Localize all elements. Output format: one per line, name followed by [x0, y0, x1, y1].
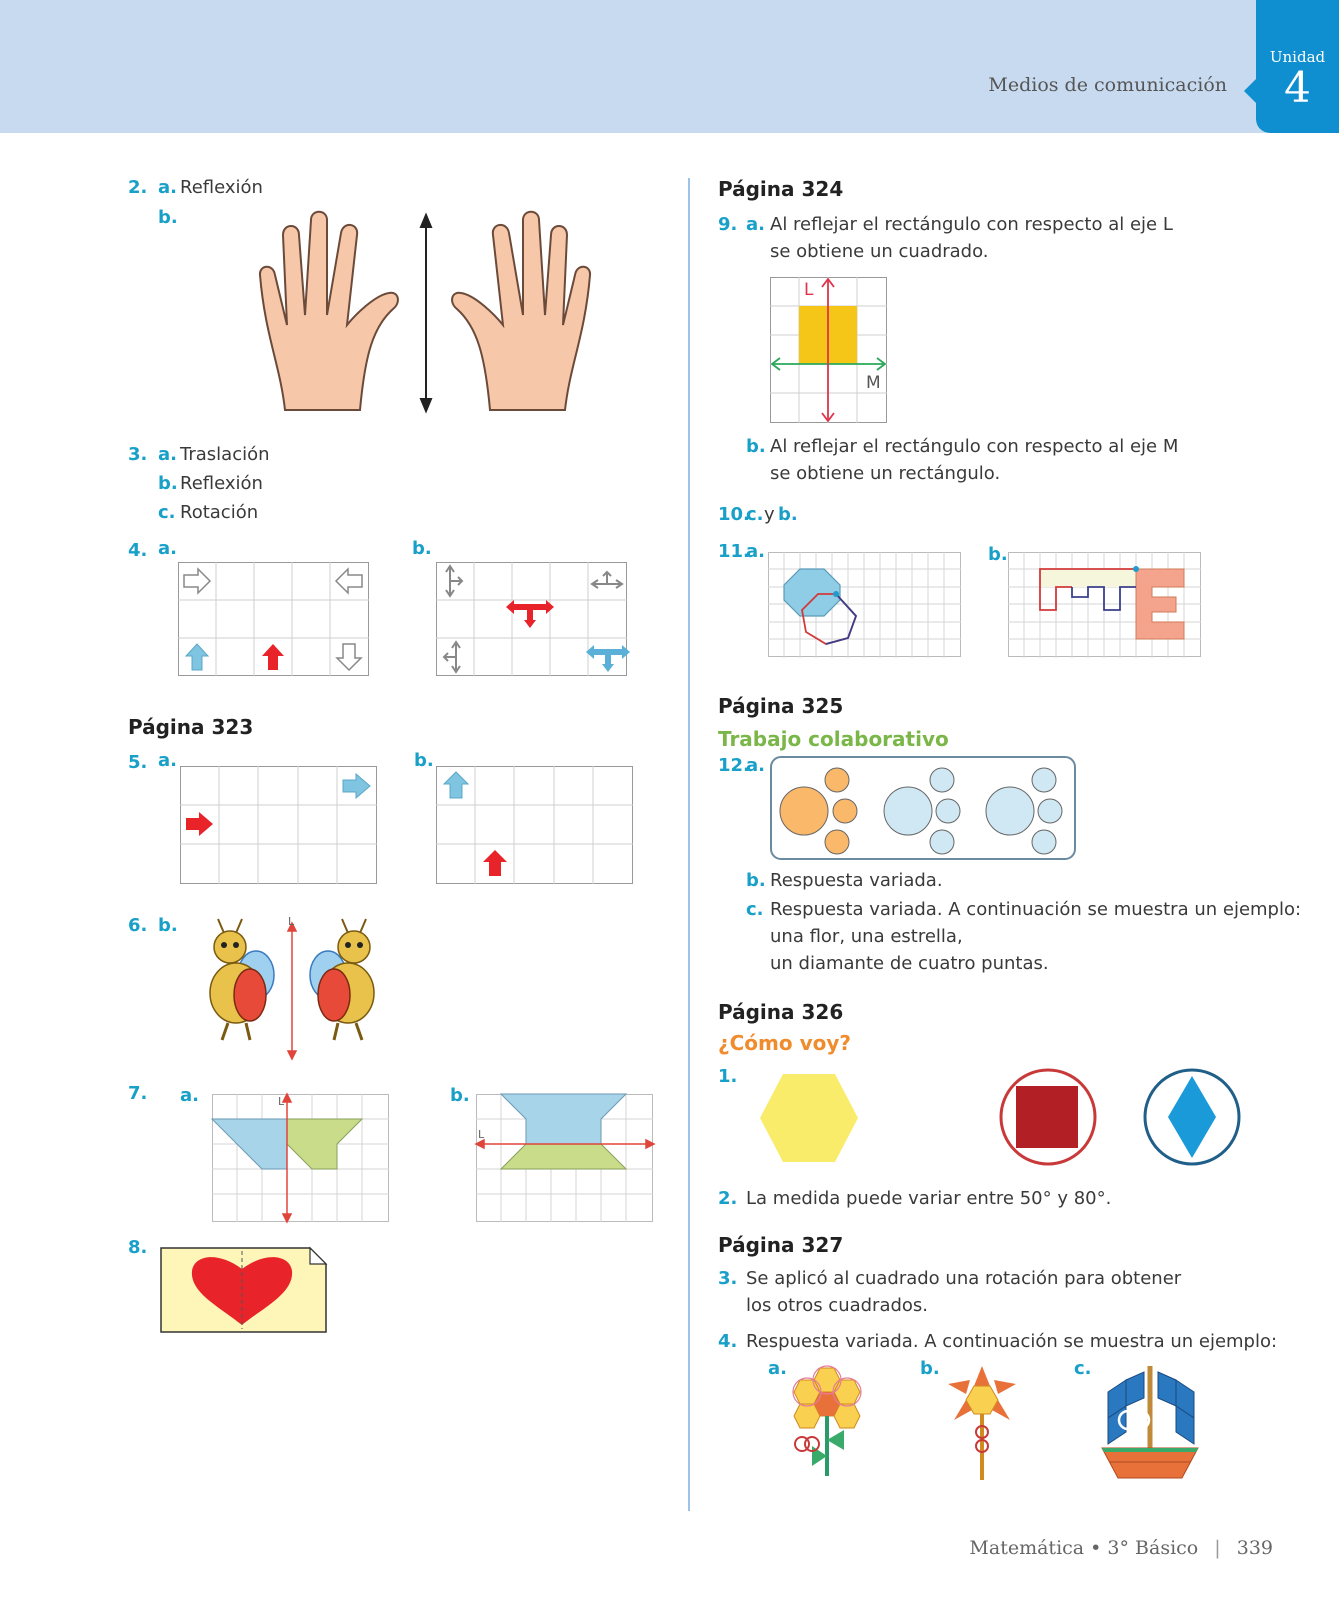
- arrow-right-red-icon: [186, 812, 213, 836]
- q4-b-label: b.: [412, 538, 432, 559]
- q9-b-line2: se obtiene un rectángulo.: [770, 463, 1001, 484]
- bugs-reflection-illustration: [188, 915, 398, 1065]
- q12-c-label: c.: [746, 899, 764, 920]
- unit-number: 4: [1284, 63, 1311, 112]
- q7a-axis-label: L: [278, 1095, 285, 1108]
- q6-b-label: b.: [158, 915, 178, 936]
- q7-number: 7.: [128, 1083, 148, 1104]
- q12-c-line1: Respuesta variada. A continuación se muestra un ejemplo:: [770, 899, 1302, 920]
- q12-c-line2: una flor, una estrella,: [770, 926, 963, 947]
- tee-arrow-outline-icon-2: [592, 572, 622, 588]
- q10-b-label: b.: [778, 504, 798, 525]
- q8-number: 8.: [128, 1237, 148, 1258]
- left-hand-icon: [260, 212, 398, 410]
- tee-arrow-outline-icon-3: [444, 642, 460, 672]
- q3-a-label: a.: [158, 444, 177, 465]
- q6-axis-label: L: [288, 915, 295, 928]
- q5-b-label: b.: [414, 750, 434, 771]
- q3-b-label: b.: [158, 473, 178, 494]
- tee-arrow-outline-icon: [446, 566, 462, 596]
- footer-separator: |: [1214, 1537, 1221, 1559]
- q11a-grid: [768, 552, 962, 658]
- arrow-up-blue-icon: [444, 772, 468, 798]
- page325-heading: Página 325: [718, 694, 844, 718]
- q11b-grid: [1008, 552, 1202, 658]
- q12-a-label: a.: [746, 755, 765, 776]
- page-number: 339: [1236, 1537, 1273, 1559]
- trabajo-colaborativo-heading: Trabajo colaborativo: [718, 727, 949, 751]
- q12-b-text: Respuesta variada.: [770, 870, 943, 891]
- r4-number: 4.: [718, 1331, 738, 1352]
- arrow-left-outline-icon: [336, 569, 362, 593]
- page323-heading: Página 323: [128, 715, 254, 739]
- q9-grid: [770, 277, 888, 425]
- r1-shapes: [758, 1068, 1242, 1170]
- hexagon-yellow: [760, 1074, 858, 1162]
- q4b-grid: [436, 562, 628, 676]
- q9-number: 9.: [718, 214, 738, 235]
- q5b-grid: [436, 766, 634, 884]
- column-divider: [688, 178, 690, 1511]
- r4-text: Respuesta variada. A continuación se muestra un ejemplo:: [746, 1331, 1278, 1352]
- arrow-down-outline-icon: [337, 644, 361, 670]
- q11-number: 11.: [718, 541, 750, 562]
- folded-heart-illustration: [160, 1247, 328, 1333]
- octagon-blue: [784, 569, 840, 616]
- r1-number: 1.: [718, 1066, 738, 1087]
- bug-left-icon: [210, 919, 274, 1040]
- r4-b-label: b.: [920, 1358, 940, 1379]
- r2-number: 2.: [718, 1188, 738, 1209]
- arrow-up-red-icon: [483, 850, 507, 876]
- r3-line1: Se aplicó al cuadrado una rotación para obtener: [746, 1268, 1182, 1289]
- q5-number: 5.: [128, 752, 148, 773]
- pattern-flower-illustration: [790, 1360, 890, 1480]
- bug-right-icon: [310, 919, 374, 1040]
- q7a-grid: [212, 1094, 390, 1222]
- q11-a-label: a.: [746, 541, 765, 562]
- q12-b-label: b.: [746, 870, 766, 891]
- q12-number: 12.: [718, 755, 750, 776]
- r4-c-label: c.: [1074, 1358, 1092, 1379]
- chapter-title: Medios de comunicación: [988, 74, 1227, 96]
- arrow-right-outline-icon: [184, 569, 210, 593]
- q2-b-label: b.: [158, 207, 178, 228]
- q12a-circles-box: [770, 756, 1076, 860]
- footer: [969, 1537, 1273, 1559]
- q9-axis-l-label: L: [804, 280, 814, 300]
- r3-line2: los otros cuadrados.: [746, 1295, 929, 1316]
- q7-b-label: b.: [450, 1085, 470, 1106]
- pattern-star-illustration: [942, 1364, 1022, 1482]
- square-dark-red: [1016, 1086, 1078, 1148]
- hands-reflection-illustration: [255, 215, 595, 420]
- arrow-right-blue-icon: [343, 774, 370, 798]
- q10-c-label: c.: [746, 504, 764, 525]
- r2-text: La medida puede variar entre 50° y 80°.: [746, 1188, 1112, 1209]
- shape-green: [501, 1144, 626, 1169]
- q4-number: 4.: [128, 540, 148, 561]
- como-voy-heading: ¿Cómo voy?: [718, 1031, 851, 1055]
- q2-a-label: a.: [158, 177, 177, 198]
- unit-tab-notch: [1244, 79, 1256, 103]
- pattern-basket-illustration: [1100, 1362, 1200, 1482]
- q7b-axis-label: L: [478, 1128, 485, 1141]
- q3-c-text: Rotación: [180, 502, 259, 523]
- axis-l: [288, 923, 296, 1059]
- q6-number: 6.: [128, 915, 148, 936]
- header-band: [0, 0, 1339, 133]
- q7b-grid: [476, 1094, 654, 1222]
- page324-heading: Página 324: [718, 177, 844, 201]
- tee-arrow-red-icon: [514, 607, 546, 622]
- r3-number: 3.: [718, 1268, 738, 1289]
- q3-number: 3.: [128, 444, 148, 465]
- q10-y-text: y: [764, 504, 775, 525]
- q2-a-text: Reflexión: [180, 177, 263, 198]
- unit-label: Unidad: [1269, 48, 1326, 66]
- q9-a-line2: se obtiene un cuadrado.: [770, 241, 989, 262]
- q9-axis-m-label: M: [866, 373, 881, 393]
- arrow-up-red-icon: [262, 644, 284, 670]
- right-hand-icon: [452, 212, 590, 410]
- q10-number: 10.: [718, 504, 750, 525]
- arrow-up-blue-icon: [186, 644, 208, 670]
- q9-a-label: a.: [746, 214, 765, 235]
- q4-a-label: a.: [158, 538, 177, 559]
- q3-b-text: Reflexión: [180, 473, 263, 494]
- page326-heading: Página 326: [718, 1000, 844, 1024]
- q4a-grid: [178, 562, 370, 676]
- q3-c-label: c.: [158, 502, 176, 523]
- q2-number: 2.: [128, 177, 148, 198]
- r4-a-label: a.: [768, 1358, 787, 1379]
- mirror-axis-arrow: [421, 215, 431, 411]
- q9-b-label: b.: [746, 436, 766, 457]
- q3-a-text: Traslación: [180, 444, 270, 465]
- q11-b-label: b.: [988, 544, 1008, 565]
- q12-c-line3: un diamante de cuatro puntas.: [770, 953, 1049, 974]
- page327-heading: Página 327: [718, 1233, 844, 1257]
- q5-a-label: a.: [158, 750, 177, 771]
- q5a-grid: [180, 766, 378, 884]
- reflected-navy-outline: [1072, 587, 1136, 610]
- q7-a-label: a.: [180, 1085, 199, 1106]
- q9-b-line1: Al reflejar el rectángulo con respecto al eje M: [770, 436, 1179, 457]
- q9-a-line1: Al reflejar el rectángulo con respecto al eje L: [770, 214, 1173, 235]
- tee-arrow-blue-icon: [594, 652, 622, 666]
- footer-text: Matemática • 3° Básico: [969, 1537, 1199, 1559]
